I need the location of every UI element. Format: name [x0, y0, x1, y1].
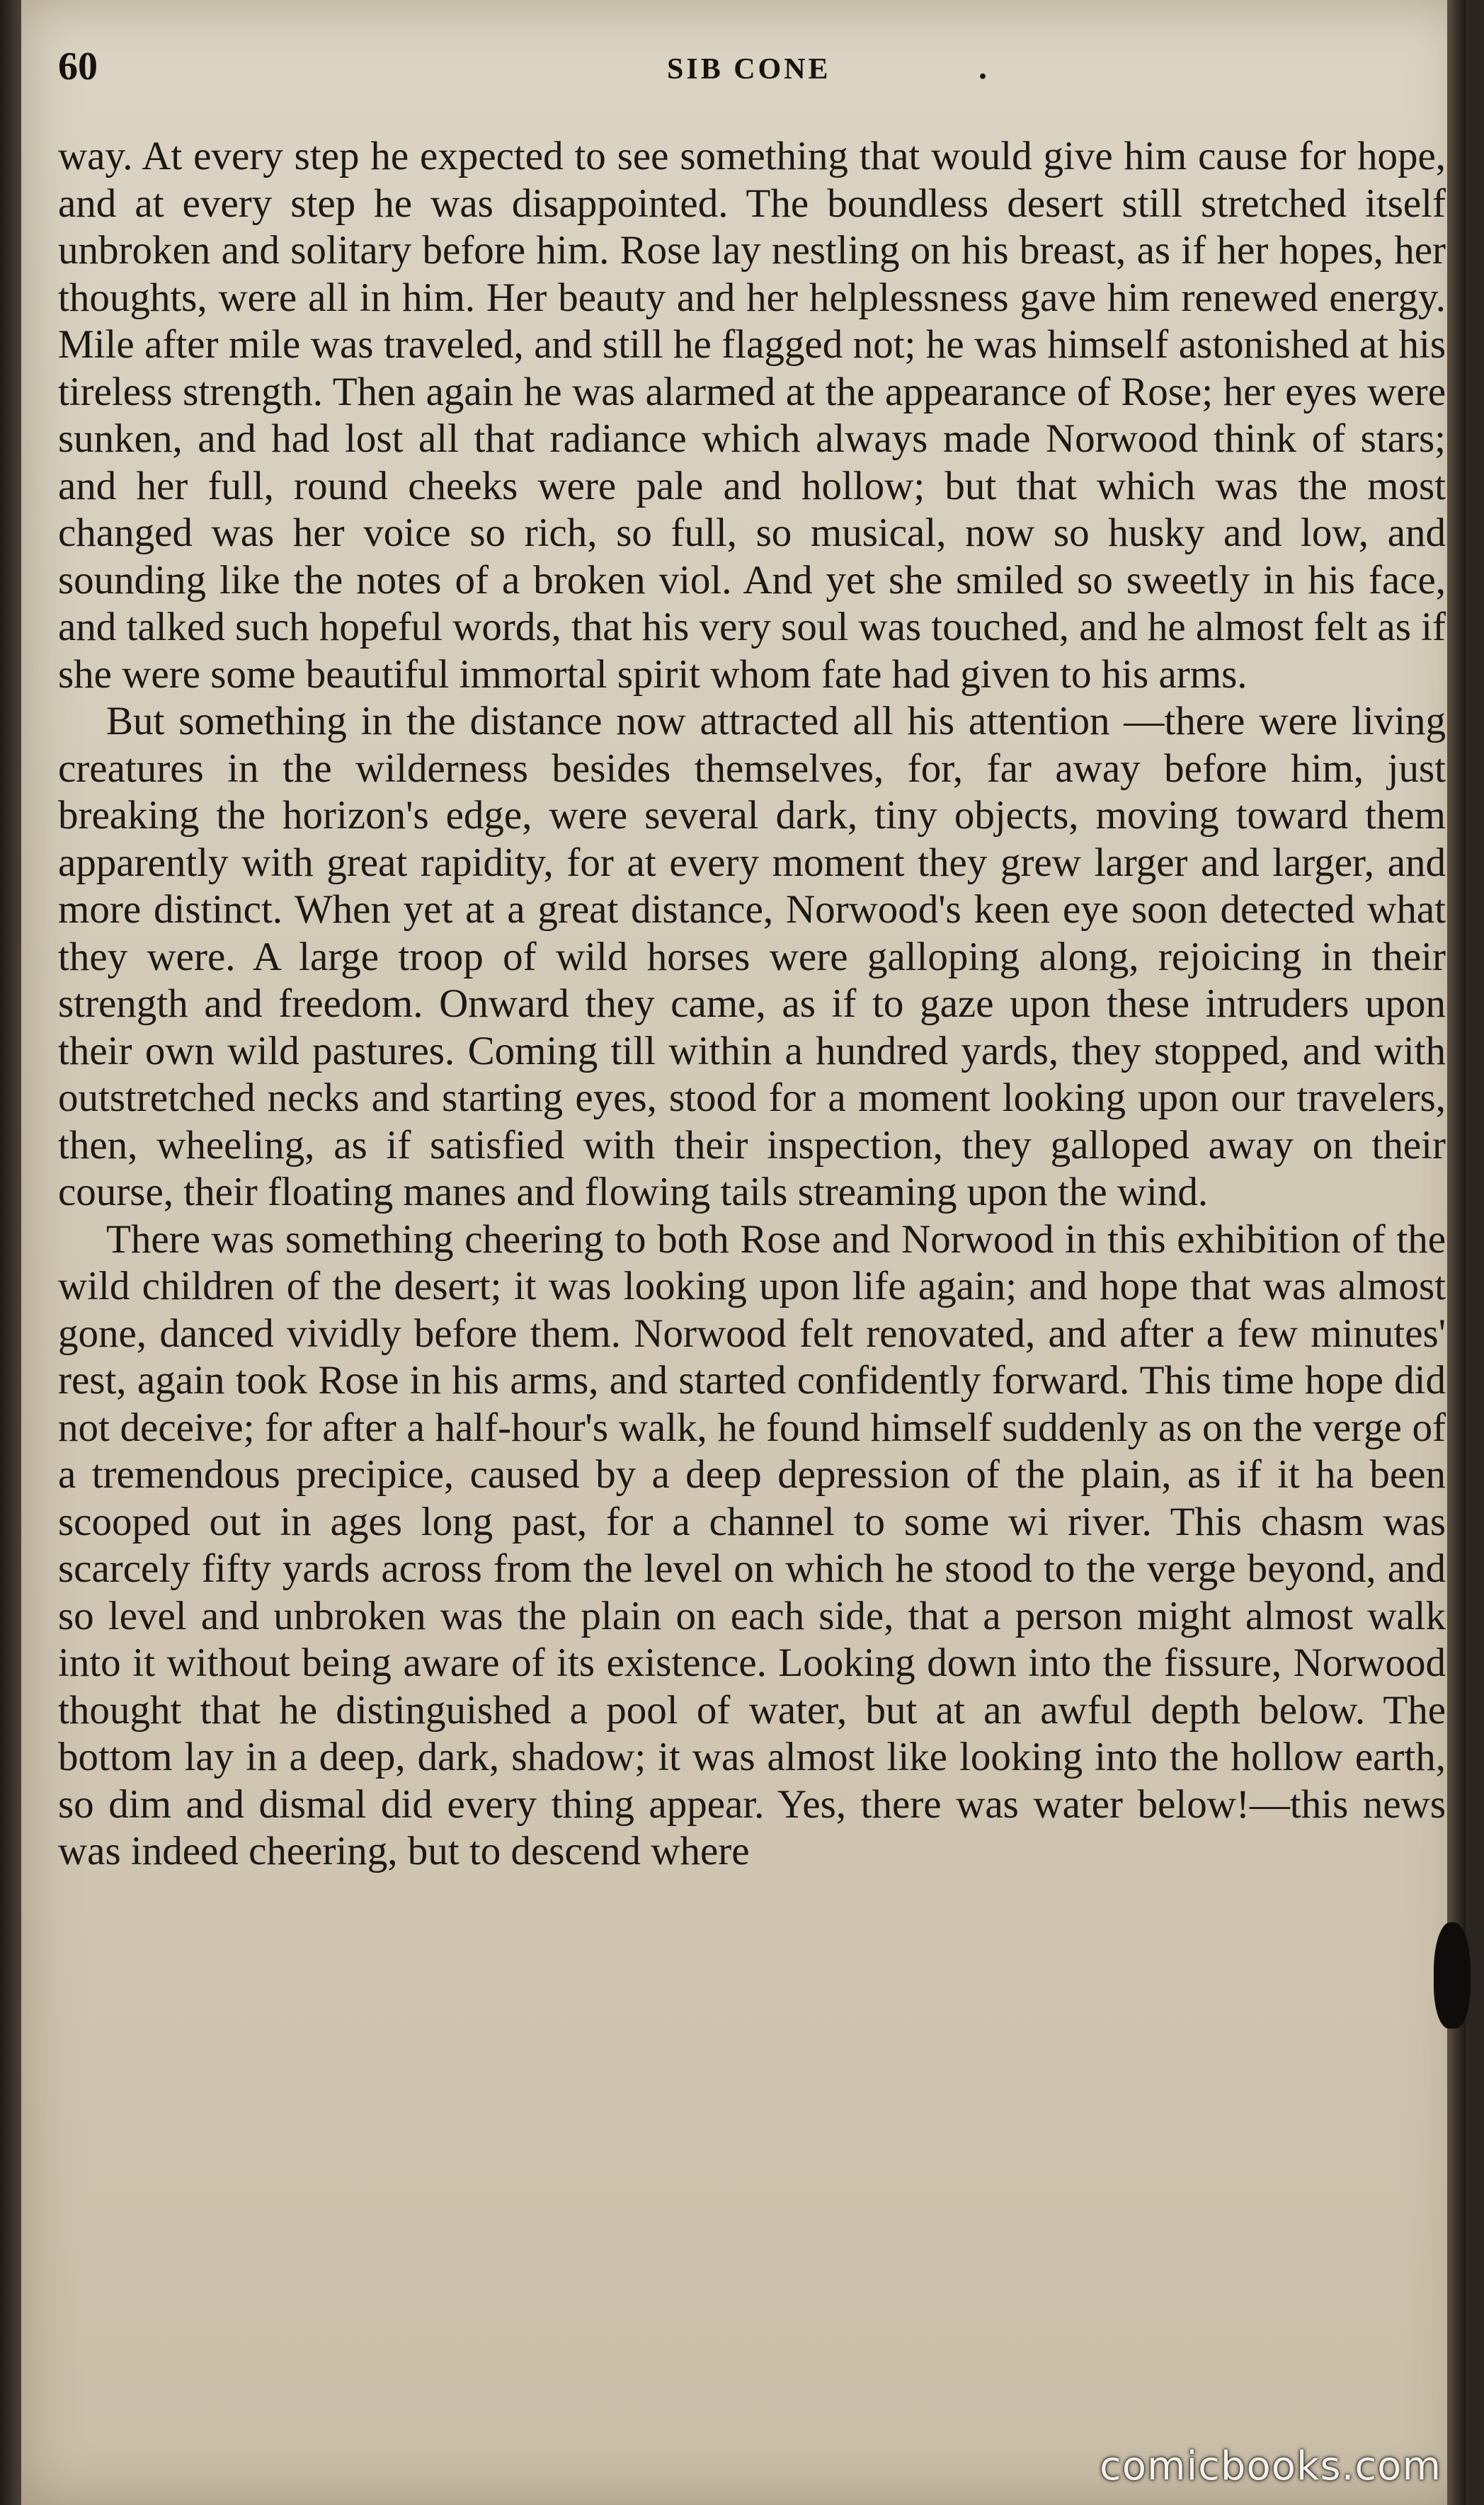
book-page	[21, 0, 1466, 2505]
ink-blot	[1434, 1922, 1471, 2028]
page-gutter-left	[0, 0, 21, 2505]
running-title: SIB CONE	[667, 53, 831, 86]
header-ornament: .	[978, 49, 987, 86]
paragraph-1: way. At every step he expected to see something that would give him cause for hope, and at every step he was disappointed. The boundless desert still stretched itself unbroken and solitary before him. Rose lay nestling on his breast, as if her hopes, her thoughts, were all in him. Her beauty and her helplessness gave him renewed energy. Mile after mile was traveled, and still he flagged not; he was himself astonished at his tireless strength. Then again he was alarmed at the appearance of Rose; her eyes were sunken, and had lost all that radiance which always made Norwood think of stars; and her full, round cheeks were pale and hollow; but that which was the most changed was her voice so rich, so full, so musical, now so husky and low, and sounding like the notes of a broken viol. And yet she smiled so sweetly in his face, and talked such hopeful words, that his very soul was touched, and he almost felt as if she were some beautiful immortal spirit whom fate had given to his arms.	[58, 134, 1446, 697]
watermark: comicbooks.com	[1099, 2443, 1442, 2489]
body-text	[58, 133, 1446, 1876]
page-edge-right	[1447, 0, 1466, 2505]
paragraph-3: There was something cheering to both Rose and Norwood in this exhibition of the wild children of the desert; it was looking upon life again; and hope that was almost gone, danced vividly before them. Norwood felt renovated, and after a few minutes' rest, again took Rose in his arms, and started confidently forward. This time hope did not deceive; for after a half-hour's walk, he found himself suddenly as on the verge of a tremendous precipice, caused by a deep depression of the plain, as if it ha been scooped out in ages long past, for a channel to some wi river. This chasm was scarcely fifty yards across from the level on which he stood to the verge beyond, and so level and unbroken was the plain on each side, that a person might almost walk into it without being aware of its existence. Looking down into the fissure, Norwood thought that he distinguished a pool of water, but at an awful depth below. The bottom lay in a deep, dark, shadow; it was almost like looking into the hollow earth, so dim and dismal did every thing appear. Yes, there was water below!—this news was indeed cheering, but to descend where	[58, 1216, 1446, 1873]
paragraph-2: But something in the distance now attracted all his attention —there were living creatures in the wilderness besides themselves, for, far away before him, just breaking the horizon's edge, were several dark, tiny objects, moving toward them apparently with great rapidity, for at every moment they grew larger and larger, and more distinct. When yet at a great distance, Norwood's keen eye soon detected what they were. A large troop of wild horses were galloping along, rejoicing in their strength and freedom. Onward they came, as if to gaze upon these intruders upon their own wild pastures. Coming till within a hundred yards, they stopped, and with outstretched necks and starting eyes, stood for a moment looking upon our travelers, then, wheeling, as if satisfied with their inspection, they galloped away on their course, their floating manes and flowing tails streaming upon the wind.	[58, 699, 1446, 1214]
page-number: 60	[58, 45, 98, 89]
page-header	[58, 44, 1446, 93]
